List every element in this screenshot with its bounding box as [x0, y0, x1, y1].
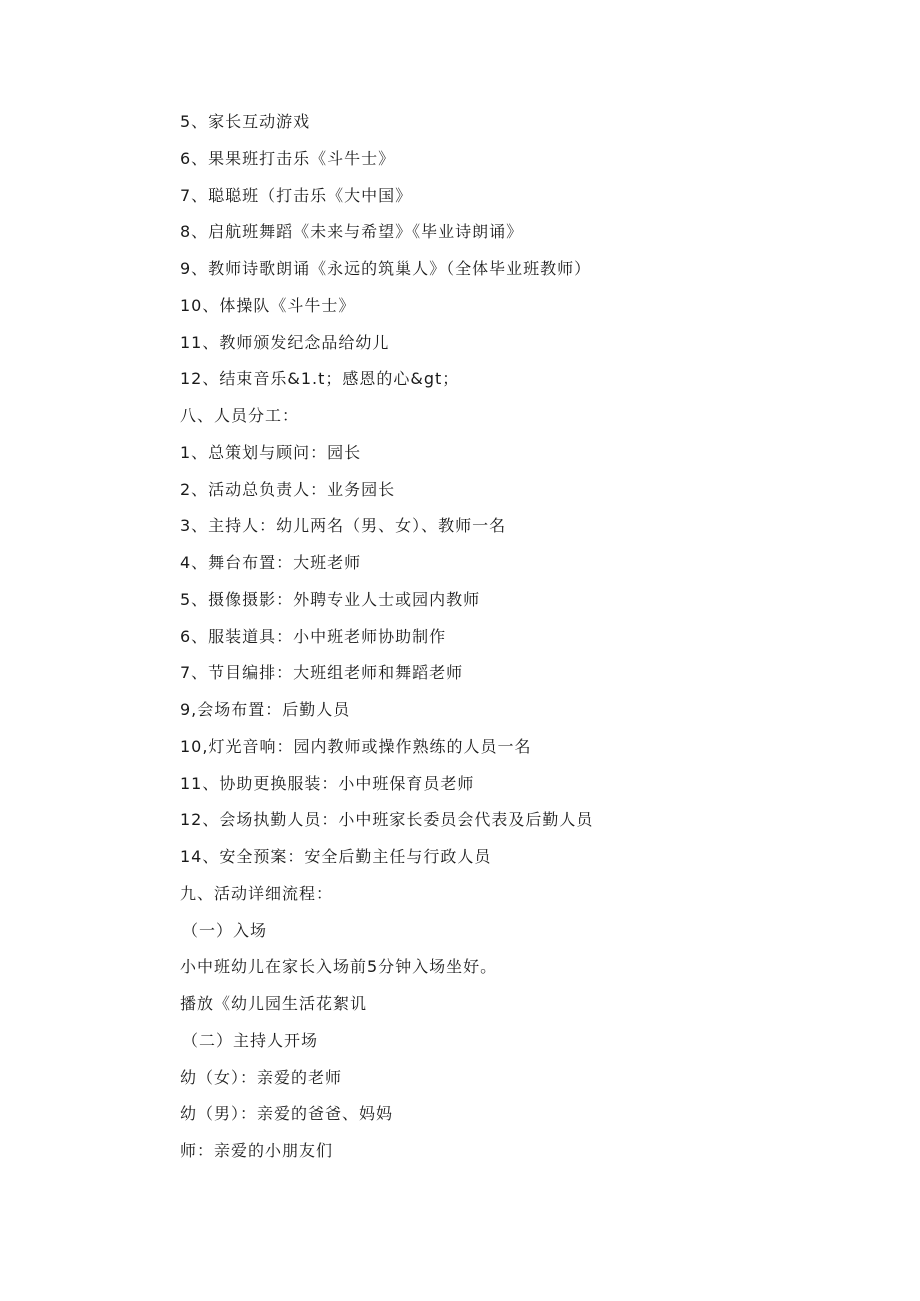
section-heading-staff: 八、人员分工：: [180, 406, 300, 425]
program-item-7: 7、聪聪班（打击乐《大中国》: [180, 185, 413, 205]
staff-item-5: 5、摄像摄影：外聘专业人士或园内教师: [180, 589, 481, 609]
subsection-entry: （一）入场: [182, 920, 268, 940]
program-item-5: 5、家长互动游戏: [180, 112, 311, 131]
staff-item-11: 11、协助更换服装：小中班保育员老师: [180, 773, 475, 793]
staff-item-12: 12、会场执勤人员：小中班家长委员会代表及后勤人员: [180, 810, 594, 830]
dialogue-line-boy: 幼（男）：亲爱的爸爸、妈妈: [180, 1104, 394, 1124]
staff-item-1: 1、总策划与顾问：园长: [180, 442, 362, 462]
staff-item-14: 14、安全预案：安全后勤主任与行政人员: [180, 847, 492, 866]
paragraph-entry: 小中班幼儿在家长入场前5分钟入场坐好。: [180, 957, 498, 977]
subsection-host-opening: （二）主持人开场: [182, 1030, 319, 1050]
dialogue-line-teacher: 师：亲爱的小朋友们: [180, 1141, 334, 1160]
paragraph-play-video: 播放《幼儿园生活花絮讥: [180, 994, 368, 1013]
staff-item-9: 9,会场布置：后勤人员: [180, 700, 351, 719]
document-body: [180, 104, 880, 1170]
program-item-8: 8、启航班舞蹈《未来与希望》《毕业诗朗诵》: [180, 222, 524, 242]
staff-item-6: 6、服装道具：小中班老师协助制作: [180, 626, 447, 646]
staff-item-4: 4、舞台布置：大班老师: [180, 553, 362, 572]
program-item-9: 9、教师诗歌朗诵《永远的筑巢人》（全体毕业班教师）: [180, 259, 592, 278]
dialogue-line-girl: 幼（女）：亲爱的老师: [180, 1067, 343, 1087]
program-item-12: 12、结束音乐&1.t；感恩的心&gt；: [180, 369, 460, 389]
section-heading-process: 九、活动详细流程：: [180, 883, 334, 903]
staff-item-2: 2、活动总负责人：业务园长: [180, 479, 396, 499]
program-item-6: 6、果果班打击乐《斗牛士》: [180, 148, 396, 168]
staff-item-3: 3、主持人：幼儿两名（男、女）、教师一名: [180, 516, 507, 536]
program-item-10: 10、体操队《斗牛士》: [180, 295, 356, 315]
program-item-11: 11、教师颁发纪念品给幼儿: [180, 332, 390, 352]
staff-item-7: 7、节目编排：大班组老师和舞蹈老师: [180, 663, 464, 683]
staff-item-10: 10,灯光音响：园内教师或操作熟练的人员一名: [180, 736, 532, 756]
